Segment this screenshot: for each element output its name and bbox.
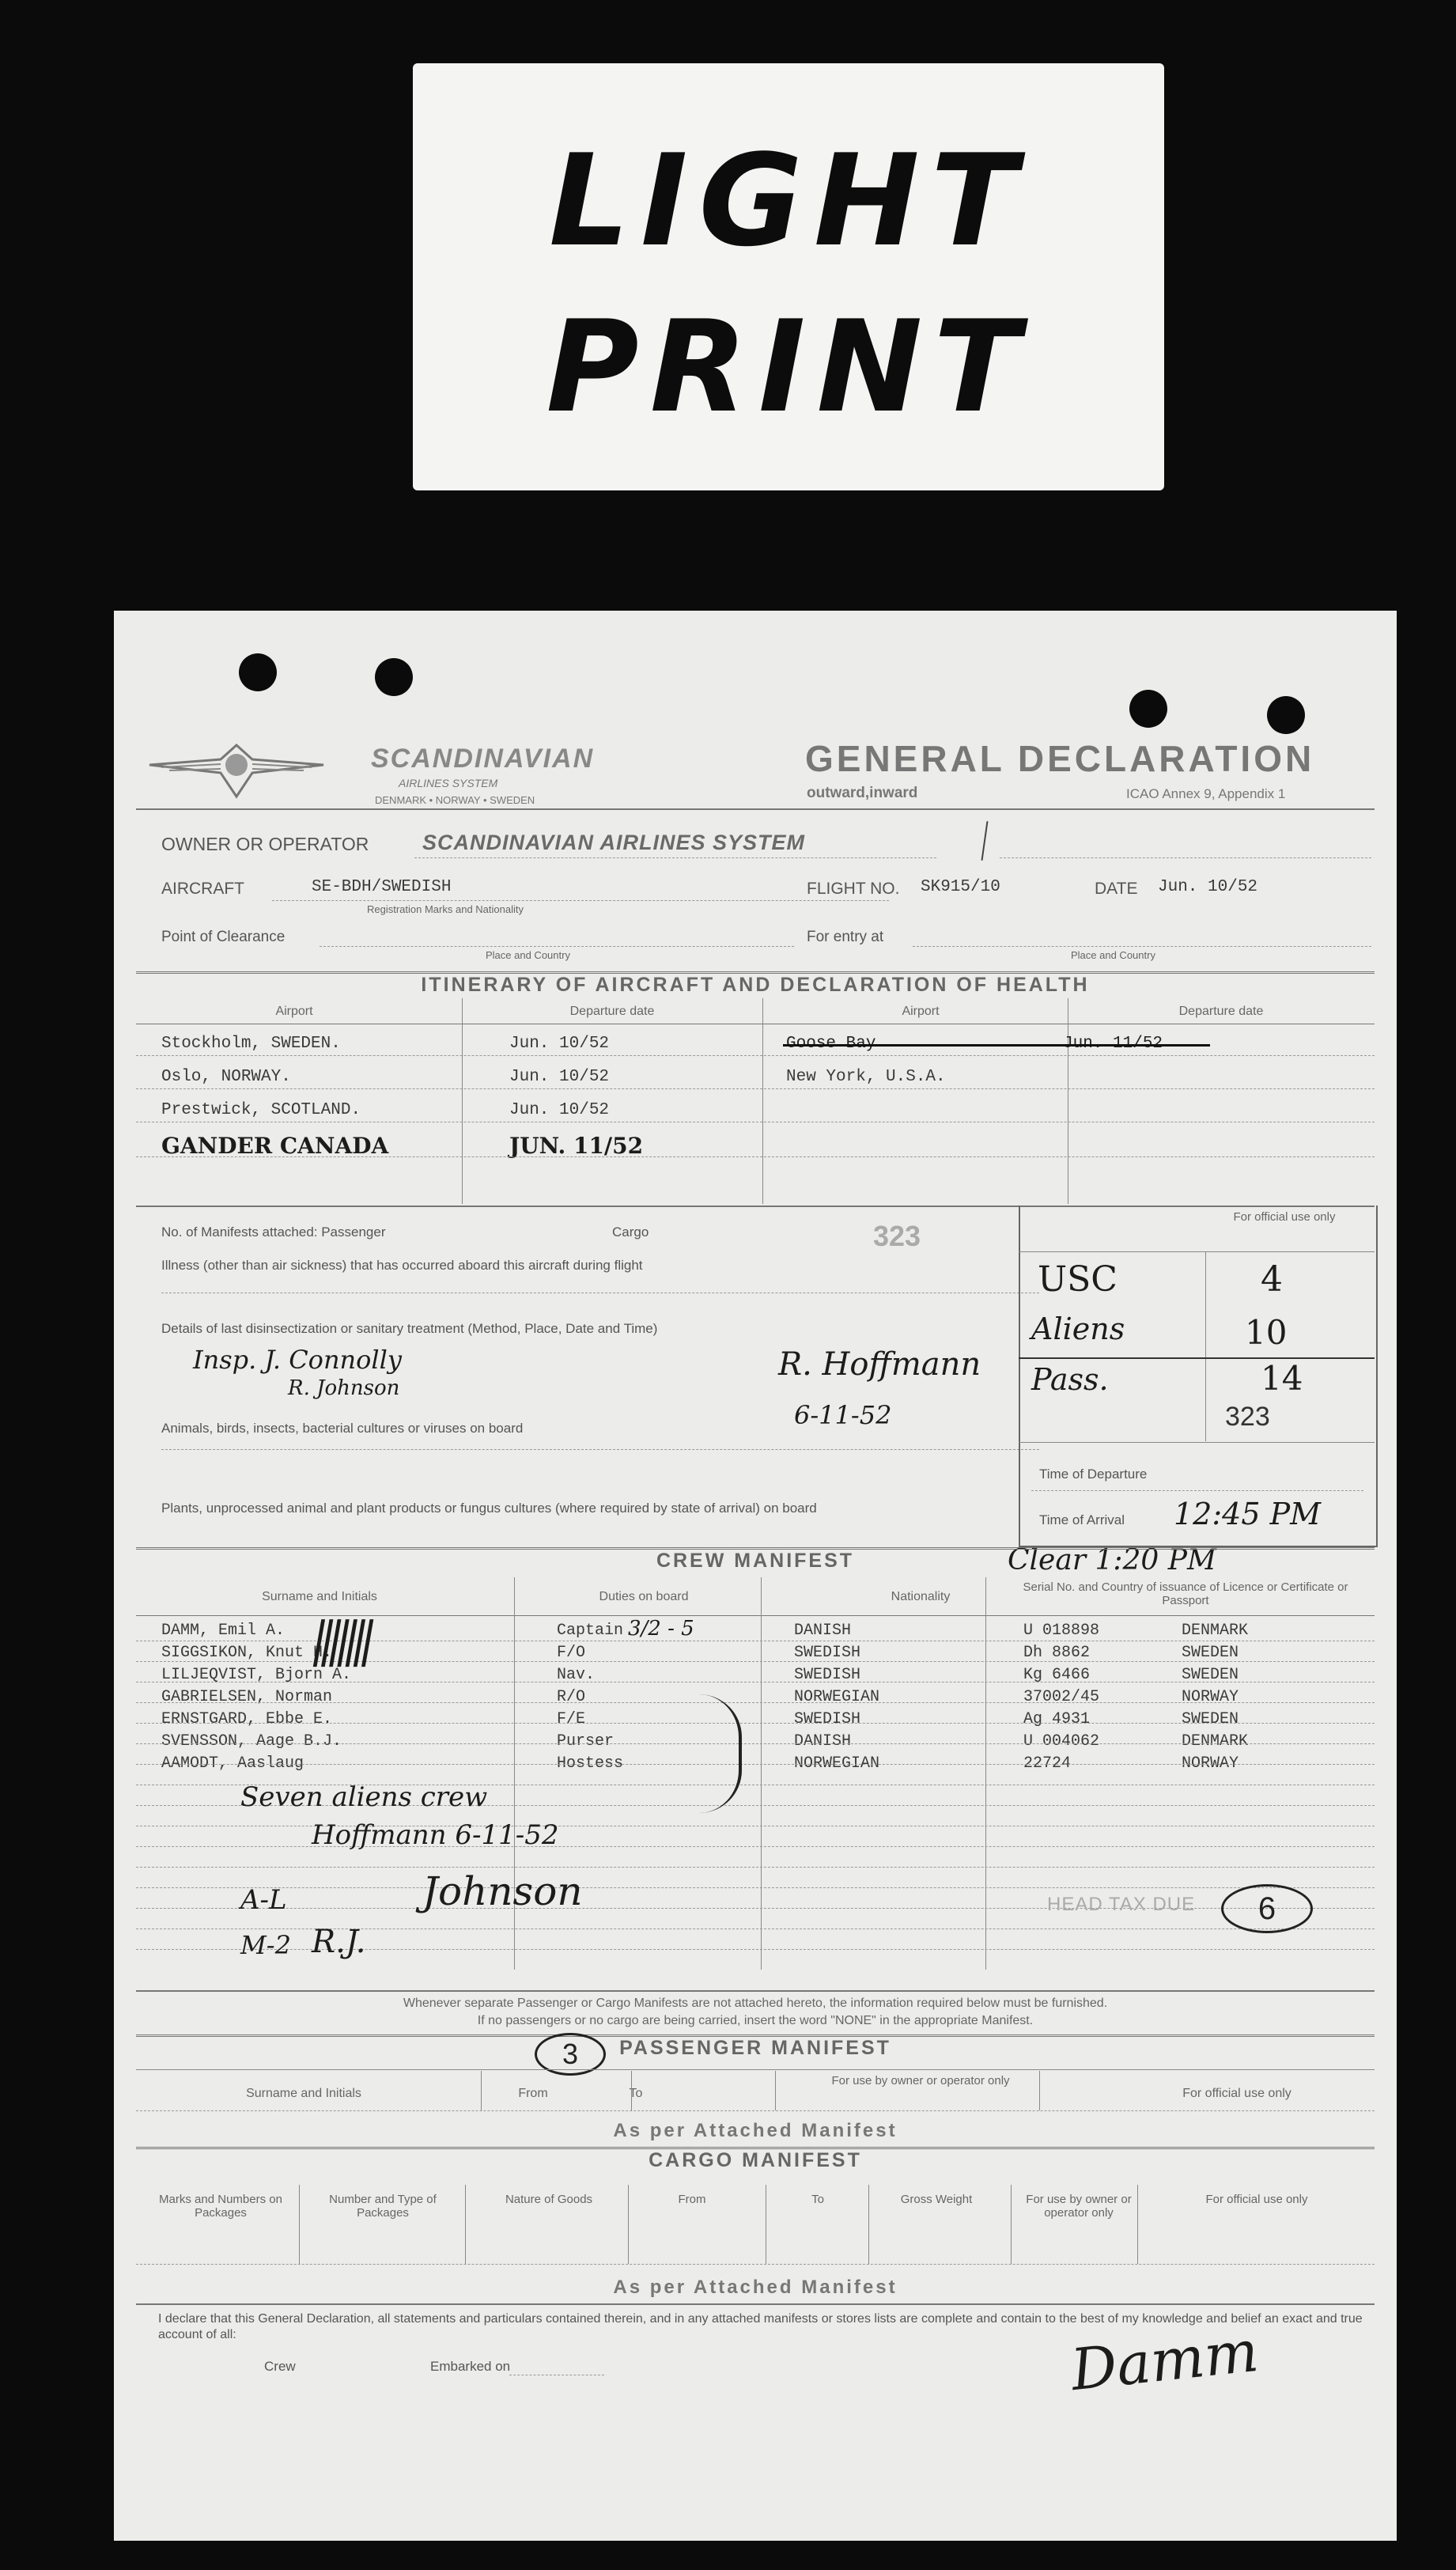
pen-mark [981, 821, 989, 861]
crew-name: AAMODT, Aaslaug [161, 1754, 304, 1773]
passenger-content: As per Attached Manifest [613, 2120, 898, 2141]
departure-label: Time of Departure [1039, 1467, 1148, 1482]
official-total: 323 [1225, 1402, 1270, 1432]
crew-name: SIGGSIKON, Knut H. [161, 1644, 333, 1662]
passenger-circled: 3 [535, 2033, 606, 2076]
crew-header: Nationality [891, 1590, 951, 1603]
handwritten-duty-note: 3/2 - 5 [628, 1617, 694, 1641]
crew-nationality: SWEDISH [794, 1710, 861, 1728]
official-label-pass: Pass. [1031, 1362, 1109, 1397]
crew-duty: Purser [557, 1732, 615, 1751]
handwritten-m-sig: R.J. [312, 1924, 366, 1960]
official-value-usc: 4 [1261, 1259, 1283, 1300]
date-value: Jun. 10/52 [1158, 878, 1258, 896]
date-label: DATE [1095, 880, 1138, 898]
stamp-number: 323 [873, 1220, 921, 1252]
cargo-header: For official use only [1205, 2193, 1308, 2206]
crew-header: Serial No. and Country of issuance of Licence or Certificate or Passport [1023, 1580, 1348, 1607]
column-divider [628, 2185, 629, 2264]
crew-name: SVENSSON, Aage B.J. [161, 1732, 342, 1751]
cargo-header: From [678, 2193, 706, 2206]
cargo-header: Gross Weight [900, 2193, 973, 2206]
official-value-pass: 14 [1261, 1359, 1303, 1398]
handwritten-seven: Seven aliens crew [240, 1781, 488, 1813]
ruled-line [136, 1743, 1375, 1744]
itinerary-header: Airport [275, 1005, 313, 1018]
crew-serial: Ag 4931 [1023, 1710, 1091, 1728]
crew-country: SWEDEN [1182, 1710, 1239, 1728]
column-divider [299, 2185, 300, 2264]
tally-marks: ||||||| [306, 1612, 373, 1667]
crew-serial: U 004062 [1023, 1732, 1100, 1751]
arrival-label: Time of Arrival [1039, 1512, 1125, 1527]
crew-name: LILJEQVIST, Bjorn A. [161, 1666, 352, 1684]
ruled-line [136, 1867, 1375, 1868]
crew-name: DAMM, Emil A. [161, 1622, 286, 1640]
note-line-1: LIGHT [549, 127, 1028, 274]
crew-country: SWEDEN [1182, 1644, 1239, 1662]
crew-serial: Dh 8862 [1023, 1644, 1091, 1662]
column-divider [465, 2185, 466, 2264]
crew-duty: Captain [557, 1622, 624, 1640]
itinerary-date-handwritten: JUN. 11/52 [509, 1133, 644, 1159]
itinerary-date: Jun. 10/52 [509, 1068, 610, 1086]
crew-header: Surname and Initials [262, 1590, 377, 1603]
entry-sublabel: Place and Country [1071, 949, 1155, 961]
punch-hole [1267, 696, 1305, 734]
cargo-header: Marks and Numbers on Packages [159, 2193, 282, 2220]
arrival-value: 12:45 PM [1174, 1497, 1322, 1531]
cargo-content: As per Attached Manifest [613, 2277, 898, 2298]
cargo-header: To [811, 2193, 824, 2206]
dest-airport: New York, U.S.A. [786, 1068, 946, 1086]
ruled-line [136, 1702, 1375, 1703]
notice-line-2: If no passengers or no cargo are being carried, insert the word "NONE" in the appropriate Manifest. [477, 2014, 1034, 2027]
page-title: GENERAL DECLARATION [805, 738, 1315, 779]
aircraft-label: AIRCRAFT [161, 880, 244, 898]
head-tax-value: 6 [1221, 1884, 1313, 1933]
direction-label: outward,inward [807, 785, 918, 801]
crew-country: DENMARK [1182, 1732, 1249, 1751]
handwritten-a-sig: Johnson [422, 1868, 583, 1914]
cleared-time: Clear 1:20 PM [1008, 1544, 1216, 1576]
crew-nationality: SWEDISH [794, 1644, 861, 1662]
declaration-text: I declare that this General Declaration, all statements and particulars contained therein, and in any attached manifests or stores lists are complete and contain to the best of my knowledge and belief an exact and true account of all: [158, 2312, 1363, 2341]
passenger-header: For use by owner or operator only [831, 2074, 1010, 2087]
handwritten-m: M-2 [240, 1930, 291, 1960]
itinerary-airport-handwritten: GANDER CANADA [161, 1133, 389, 1159]
crew-serial: 22724 [1023, 1754, 1072, 1773]
crew-nationality: NORWEGIAN [794, 1754, 880, 1773]
handwritten-signature: R. Hoffmann [778, 1346, 981, 1383]
owner-label: OWNER OR OPERATOR [161, 834, 369, 854]
punch-hole [1129, 690, 1167, 728]
passenger-header: From [518, 2087, 548, 2100]
itinerary-airport: Oslo, NORWAY. [161, 1068, 291, 1086]
flight-value: SK915/10 [921, 878, 1000, 896]
aircraft-value: SE-BDH/SWEDISH [312, 878, 452, 896]
handwritten-date: 6-11-52 [794, 1400, 892, 1430]
aircraft-sublabel: Registration Marks and Nationality [367, 903, 524, 915]
crew-duty: F/O [557, 1644, 586, 1662]
declaration-crew: Crew [264, 2359, 296, 2374]
crew-name: GABRIELSEN, Norman [161, 1688, 333, 1706]
crew-nationality: DANISH [794, 1622, 852, 1640]
illness-label: Illness (other than air sickness) that has occurred aboard this aircraft during flight [161, 1258, 643, 1273]
crew-country: DENMARK [1182, 1622, 1249, 1640]
strike-line [783, 1044, 1210, 1047]
airline-logo [146, 737, 620, 808]
cargo-title: CARGO MANIFEST [136, 2147, 1375, 2170]
itinerary-date: Jun. 10/52 [509, 1035, 610, 1053]
itinerary-airport: Prestwick, SCOTLAND. [161, 1101, 361, 1119]
light-print-note [413, 63, 1164, 490]
cargo-header: Number and Type of Packages [329, 2193, 437, 2220]
logo-name: SCANDINAVIAN [371, 744, 595, 774]
passenger-header: For official use only [1182, 2087, 1291, 2100]
crew-duty: R/O [557, 1688, 586, 1706]
handwritten-inspector: Insp. J. Connolly [193, 1345, 402, 1375]
notice-line-1: Whenever separate Passenger or Cargo Manifests are not attached hereto, the information required below must be furnished. [403, 1997, 1108, 2010]
itinerary-header: Departure date [569, 1005, 655, 1018]
handwritten-seven-sig: Hoffmann 6-11-52 [312, 1819, 559, 1851]
crew-nationality: DANISH [794, 1732, 852, 1751]
crew-header: Duties on board [599, 1590, 689, 1603]
clearance-sublabel: Place and Country [486, 949, 570, 961]
cargo-header: Nature of Goods [505, 2193, 593, 2206]
itinerary-airport: Stockholm, SWEDEN. [161, 1035, 341, 1053]
crew-nationality: NORWEGIAN [794, 1688, 880, 1706]
logo-countries: DENMARK • NORWAY • SWEDEN [375, 794, 535, 806]
crew-title: CREW MANIFEST [136, 1547, 1375, 1570]
handwritten-a: A-L [240, 1884, 287, 1916]
declaration-embarked: Embarked on [430, 2359, 511, 2374]
crew-country: SWEDEN [1182, 1666, 1239, 1684]
crew-nationality: SWEDISH [794, 1666, 861, 1684]
crew-duty: Nav. [557, 1666, 596, 1684]
crew-country: NORWAY [1182, 1754, 1239, 1773]
crew-name: ERNSTGARD, Ebbe E. [161, 1710, 333, 1728]
official-value-aliens: 10 [1245, 1313, 1288, 1352]
ruled-line [136, 1887, 1375, 1888]
crew-serial: U 018898 [1023, 1622, 1100, 1640]
pen-bracket [699, 1694, 742, 1813]
column-divider [868, 2185, 869, 2264]
ruled-line [136, 1764, 1375, 1765]
itinerary-date: Jun. 10/52 [509, 1101, 610, 1119]
entry-label: For entry at [807, 929, 884, 945]
winged-logo-icon [146, 737, 327, 801]
column-divider [1137, 2185, 1138, 2264]
itinerary-header: Departure date [1178, 1005, 1264, 1018]
plants-label: Plants, unprocessed animal and plant products or fungus cultures (where required by state of arrival) on board [161, 1501, 817, 1516]
manifests-label: No. of Manifests attached: Passenger [161, 1224, 386, 1240]
owner-value: SCANDINAVIAN AIRLINES SYSTEM [422, 831, 806, 854]
official-label-aliens: Aliens [1031, 1311, 1125, 1346]
note-line-2: PRINT [546, 293, 1031, 441]
passenger-header: Surname and Initials [246, 2087, 361, 2100]
passenger-title: PASSENGER MANIFEST [136, 2034, 1375, 2057]
official-title: For official use only [1233, 1210, 1336, 1224]
icao-reference: ICAO Annex 9, Appendix 1 [1126, 786, 1286, 801]
clearance-label: Point of Clearance [161, 929, 286, 945]
captain-signature: Damm [1068, 2317, 1261, 2404]
crew-serial: Kg 6466 [1023, 1666, 1091, 1684]
flight-label: FLIGHT NO. [807, 880, 900, 898]
cargo-header: For use by owner or operator only [1026, 2193, 1132, 2220]
punch-hole [239, 653, 277, 691]
passenger-header: To [629, 2087, 643, 2100]
official-label-usc: USC [1038, 1259, 1118, 1300]
ruled-line [136, 1723, 1375, 1724]
crew-serial: 37002/45 [1023, 1688, 1100, 1706]
column-divider [1011, 2185, 1012, 2264]
crew-duty: Hostess [557, 1754, 624, 1773]
punch-hole [375, 658, 413, 696]
general-declaration-form [114, 611, 1397, 2541]
disinsect-label: Details of last disinsectization or sanitary treatment (Method, Place, Date and Time) [161, 1321, 658, 1336]
logo-sub: AIRLINES SYSTEM [399, 777, 498, 789]
crew-country: NORWAY [1182, 1688, 1239, 1706]
crew-duty: F/E [557, 1710, 586, 1728]
itinerary-title: ITINERARY OF AIRCRAFT AND DECLARATION OF HEALTH [136, 971, 1375, 994]
head-tax-label: HEAD TAX DUE [1047, 1894, 1196, 1915]
animals-label: Animals, birds, insects, bacterial cultures or viruses on board [161, 1421, 524, 1436]
handwritten-inspector-2: R. Johnson [288, 1376, 400, 1400]
itinerary-header: Airport [902, 1005, 940, 1018]
cargo-label: Cargo [612, 1224, 649, 1240]
